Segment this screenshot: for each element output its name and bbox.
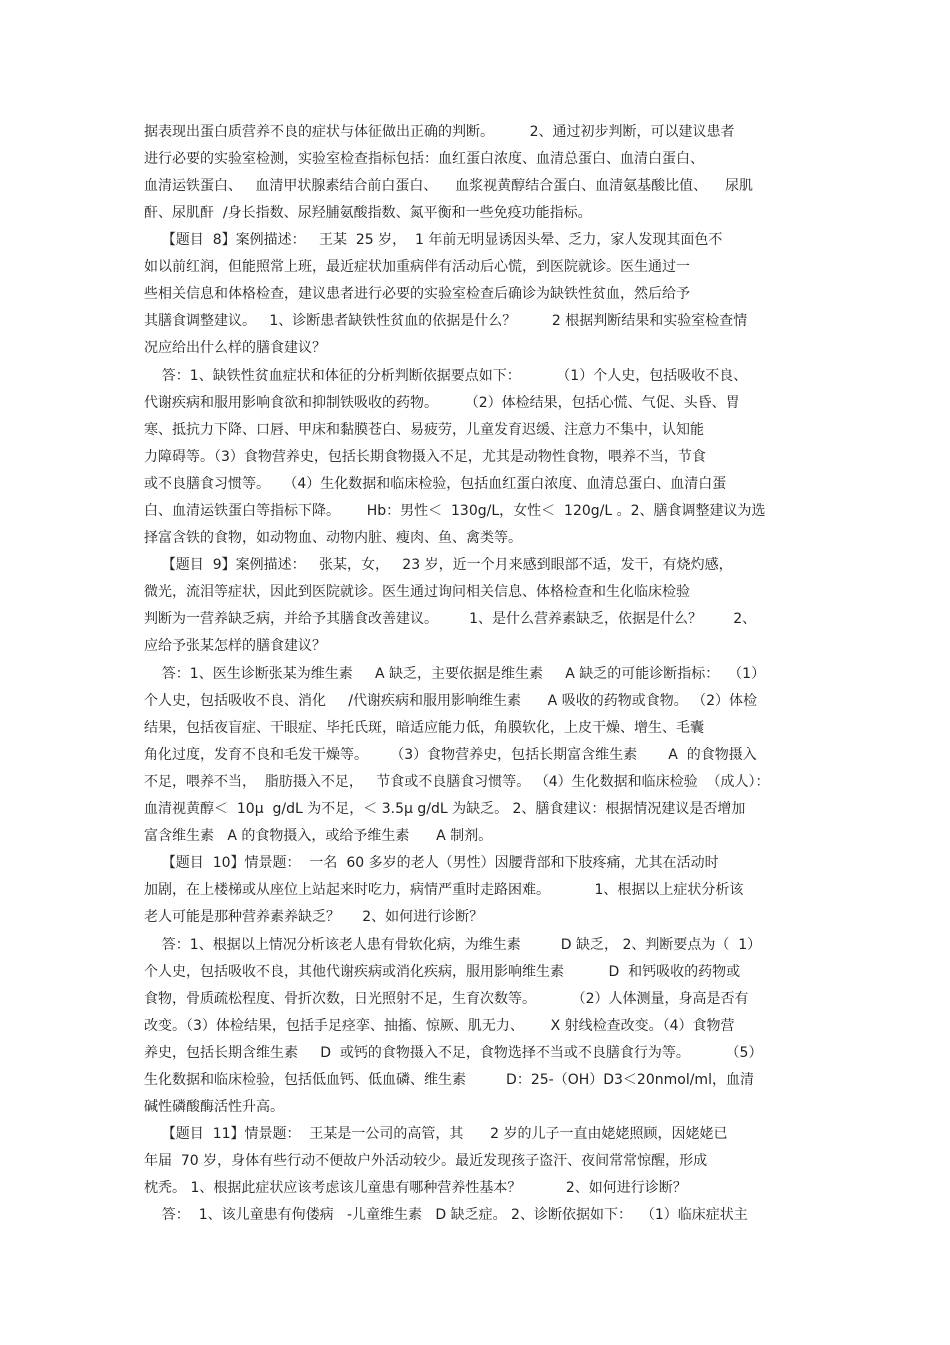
text-line: 年届 70 岁，身体有些行动不便故户外活动较少。最近发现孩子盗汗、夜间常常惊醒，形成 [144,1153,708,1169]
text-line: 血清视黄醇＜ 10μ g/dL 为不足，＜ 3.5μ g/dL 为缺乏。 2、膳食建议：根据情况建议是否增加 [144,801,746,817]
text-line: 改变。（3）体检结果，包括手足痉挛、抽搐、惊厥、肌无力、 X 射线检查改变。（4）食物营 [144,1018,735,1034]
text-line: 养史，包括长期含维生素 D 或钙的食物摄入不足，食物选择不当或不良膳食行为等。 （5） [144,1045,763,1061]
text-line: 答：1、根据以上情况分析该老人患有骨软化病，为维生素 D 缺乏， 2、判断要点为（ 1） [144,937,762,953]
text-line: 答： 1、该儿童患有佝偻病 -儿童维生素 D 缺乏症。 2、诊断依据如下： （1）临床症状主 [144,1207,748,1223]
text-line: 个人史，包括吸收不良，其他代谢疾病或消化疾病，服用影响维生素 D 和钙吸收的药物或 [144,964,741,980]
text-line: 【题目 9】案例描述： 张某，女， 23 岁，近一个月来感到眼部不适，发干，有烧灼感， [144,557,733,573]
text-line: 白、血清运铁蛋白等指标下降。 Hb：男性＜ 130g/L，女性＜ 120g/L 。2、膳食调整建议为选 [144,503,766,519]
text-line: 碱性磷酸酶活性升高。 [144,1099,284,1115]
text-line: 【题目 11】情景题： 王某是一公司的高管，其 2 岁的儿子一直由姥姥照顾，因姥姥已 [144,1126,728,1142]
text-line: 枕秃。 1、根据此症状应该考虑该儿童患有哪种营养性基本？ 2、如何进行诊断？ [144,1180,687,1196]
text-line: 判断为一营养缺乏病，并给予其膳食改善建议。 1、是什么营养素缺乏，依据是什么？ 2、 [144,611,757,627]
text-line: 进行必要的实验室检测，实验室检查指标包括：血红蛋白浓度、血清总蛋白、血清白蛋白、 [144,151,704,167]
text-line: 角化过度，发育不良和毛发干燥等。 （3）食物营养史，包括长期富含维生素 A 的食物摄入 [144,747,757,763]
text-line: 【题目 10】情景题： 一名 60 多岁的老人（男性）因腰背部和下肢疼痛，尤其在活动时 [144,855,719,871]
text-line: 些相关信息和体格检查，建议患者进行必要的实验室检查后确诊为缺铁性贫血，然后给予 [144,286,690,302]
text-line: 其膳食调整建议。 1、诊断患者缺铁性贫血的依据是什么？ 2 根据判断结果和实验室检查情 [144,313,748,329]
text-line: 生化数据和临床检验，包括低血钙、低血磷、维生素 D：25-（OH）D3＜20nmol/ml，血清 [144,1072,754,1088]
text-line: 酐、尿肌酐 /身长指数、尿羟脯氨酸指数、氮平衡和一些免疫功能指标。 [144,205,592,221]
text-line: 据表现出蛋白质营养不良的症状与体征做出正确的判断。 2、通过初步判断，可以建议患者 [144,124,735,140]
text-line: 加剧，在上楼梯或从座位上站起来时吃力，病情严重时走路困难。 1、根据以上症状分析该 [144,882,744,898]
text-line: 应给予张某怎样的膳食建议？ [144,638,326,654]
text-line: 择富含铁的食物，如动物血、动物内脏、瘦肉、鱼、禽类等。 [144,530,522,546]
text-line: 血清运铁蛋白、 血清甲状腺素结合前白蛋白、 血浆视黄醇结合蛋白、血清氨基酸比值、 尿肌 [144,178,753,194]
text-line: 老人可能是那种营养素养缺乏？ 2、如何进行诊断？ [144,909,484,925]
text-line: 结果，包括夜盲症、干眼症、毕托氏斑，暗适应能力低，角膜软化，上皮干燥、增生、毛囊 [144,720,704,736]
text-line: 答：1、医生诊断张某为维生素 A 缺乏，主要依据是维生素 A 缺乏的可能诊断指标： （1） [144,666,766,682]
text-line: 微光，流泪等症状，因此到医院就诊。医生通过询问相关信息、体格检查和生化临床检验 [144,584,690,600]
text-line: 不足，喂养不当， 脂肪摄入不足， 节食或不良膳食习惯等。 （4）生化数据和临床检验 （成人）： [144,774,770,790]
text-line: 如以前红润，但能照常上班，最近症状加重病伴有活动后心慌，到医院就诊。医生通过一 [144,259,690,275]
text-line: 寒、抵抗力下降、口唇、甲床和黏膜苍白、易疲劳，儿童发育迟缓、注意力不集中，认知能 [144,422,704,438]
text-line: 食物，骨质疏松程度、骨折次数，日光照射不足，生育次数等。 （2）人体测量，身高是否有 [144,991,749,1007]
text-line: 富含维生素 A 的食物摄入，或给予维生素 A 制剂。 [144,828,493,844]
text-line: 力障碍等。（3）食物营养史，包括长期食物摄入不足，尤其是动物性食物，喂养不当，节食 [144,449,706,465]
text-line: 况应给出什么样的膳食建议？ [144,340,326,356]
text-line: 【题目 8】案例描述： 王某 25 岁， 1 年前无明显诱因头晕、乏力，家人发现其面色不 [144,232,723,248]
text-line: 或不良膳食习惯等。 （4）生化数据和临床检验，包括血红蛋白浓度、血清总蛋白、血清白蛋 [144,476,727,492]
text-line: 答：1、缺铁性贫血症状和体征的分析判断依据要点如下： （1）个人史，包括吸收不良、 [144,368,748,384]
text-line: 代谢疾病和服用影响食欲和抑制铁吸收的药物。 （2）体检结果，包括心慌、气促、头昏、胃 [144,395,740,411]
text-line: 个人史，包括吸收不良、消化 /代谢疾病和服用影响维生素 A 吸收的药物或食物。 （2）体检 [144,693,758,709]
